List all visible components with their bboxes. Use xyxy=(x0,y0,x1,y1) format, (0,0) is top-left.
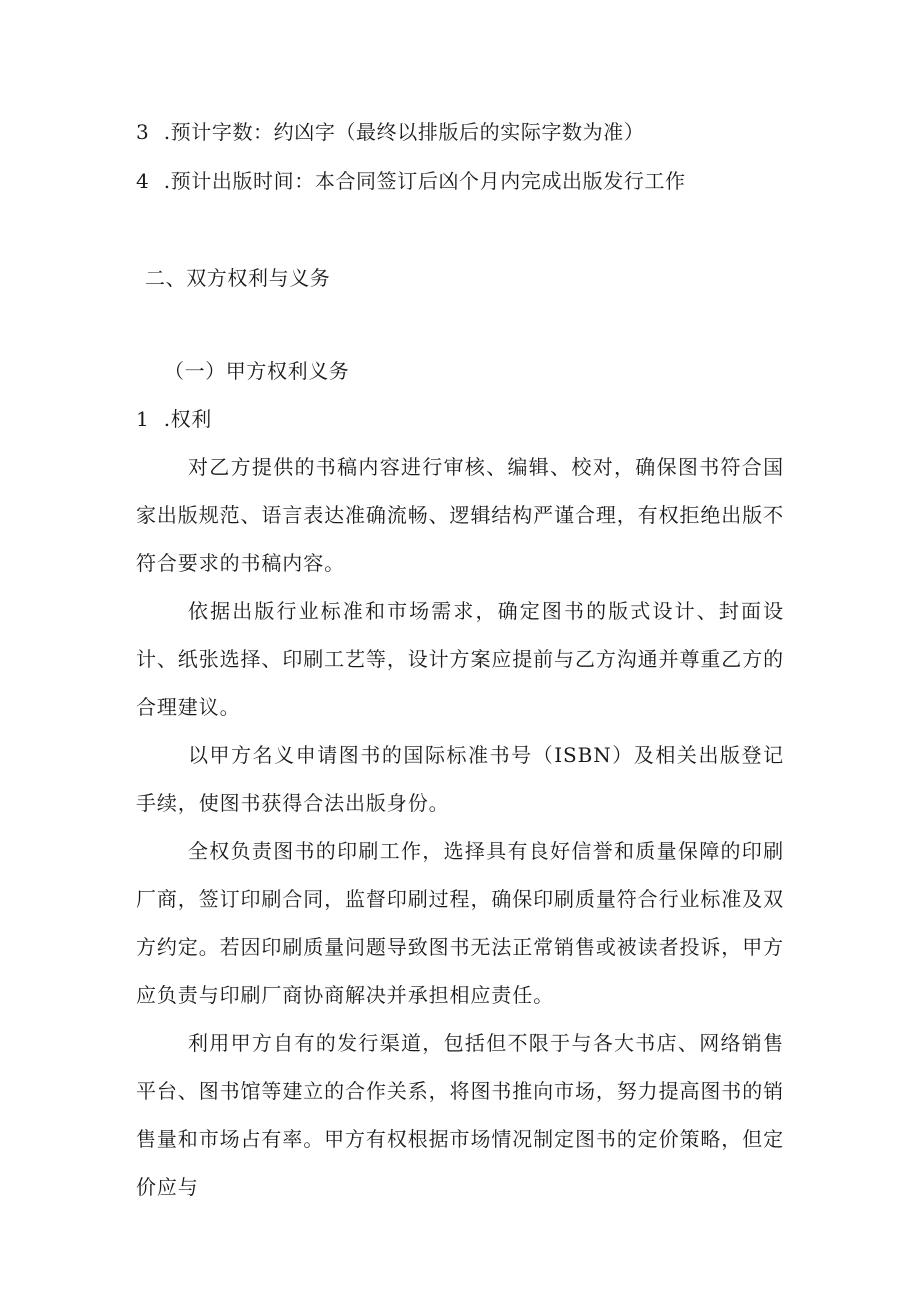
list-text: .权利 xyxy=(163,407,212,431)
subsection-heading: （一）甲方权利义务 xyxy=(164,359,350,383)
list-number: 4 xyxy=(136,169,149,193)
body-paragraph: 依据出版行业标准和市场需求，确定图书的版式设计、封面设计、纸张选择、印刷工艺等，设计方案应提前与乙方沟通并尊重乙方的合理建议。 xyxy=(136,599,784,719)
list-number: 1 xyxy=(136,407,149,431)
list-item-1 xyxy=(136,405,212,433)
body-paragraph: 利用甲方自有的发行渠道，包括但不限于与各大书店、网络销售平台、图书馆等建立的合作关系，将图书推向市场，努力提高图书的销售量和市场占有率。甲方有权根据市场情况制定图书的定价策略，但定价应与 xyxy=(136,1031,784,1199)
list-item-4 xyxy=(136,167,686,195)
section-heading: 二、双方权利与义务 xyxy=(145,266,331,290)
list-number: 3 xyxy=(136,120,149,144)
body-paragraph: 全权负责图书的印刷工作，选择具有良好信誉和质量保障的印刷厂商，签订印刷合同，监督印刷过程，确保印刷质量符合行业标准及双方约定。若因印刷质量问题导致图书无法正常销售或被读者投诉，甲方应负责与印刷厂商协商解决并承担相应责任。 xyxy=(136,839,784,1007)
list-text: .预计出版时间：本合同签订后凶个月内完成出版发行工作 xyxy=(163,169,686,193)
body-paragraph: 对乙方提供的书稿内容进行审核、编辑、校对，确保图书符合国家出版规范、语言表达准确流畅、逻辑结构严谨合理，有权拒绝出版不符合要求的书稿内容。 xyxy=(136,455,784,575)
list-item-3 xyxy=(136,118,644,146)
list-text: .预计字数：约凶字（最终以排版后的实际字数为准） xyxy=(163,120,645,144)
body-paragraph: 以甲方名义申请图书的国际标准书号（ISBN）及相关出版登记手续，使图书获得合法出版身份。 xyxy=(136,743,784,815)
